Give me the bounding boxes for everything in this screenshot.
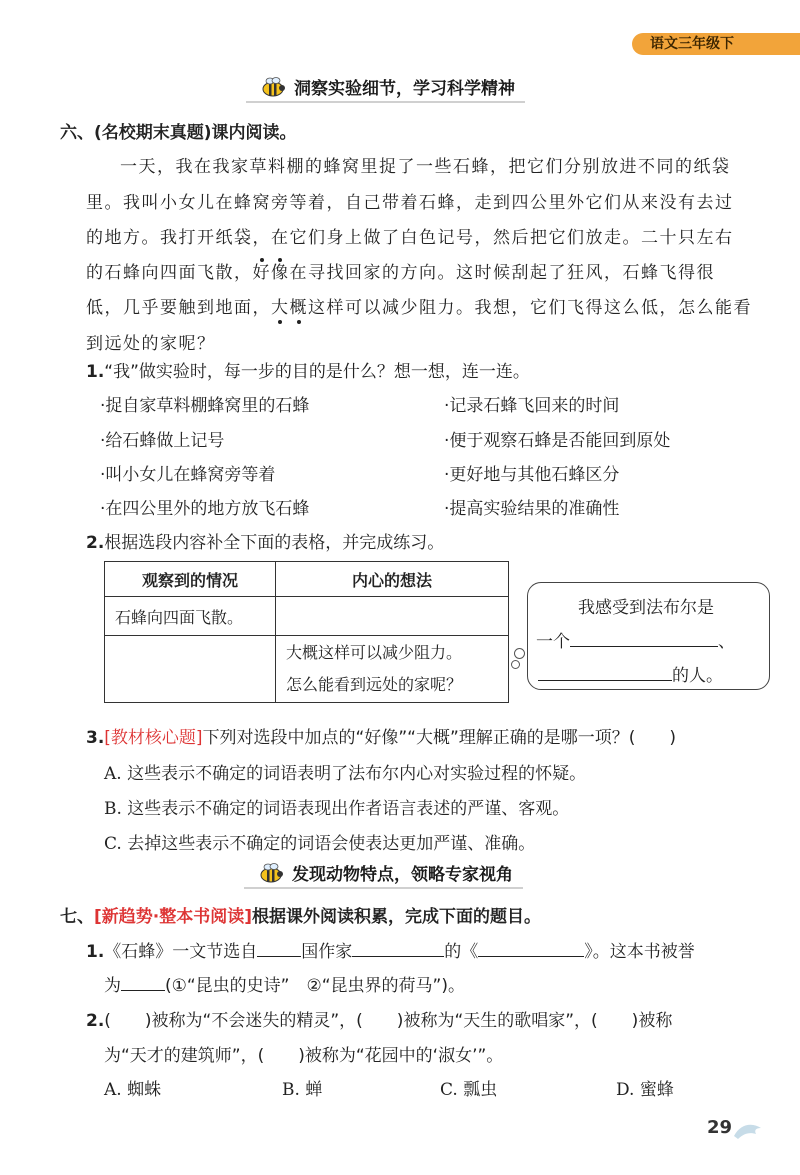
s2-q1-part-3: 的《 (444, 942, 479, 962)
dotted-char-xiang: 像 (271, 263, 290, 283)
bee-icon (258, 76, 286, 98)
passage-line-4 (86, 258, 715, 283)
section-banner-1 (258, 74, 515, 99)
table-thought-2-line-2: 怎么能看到远处的家呢？ (286, 675, 463, 694)
bubble-dot (514, 648, 525, 659)
thought-box-line-3-suffix: 的人。 (672, 666, 723, 686)
s2-q2-option-c[interactable]: C. 瓢虫 (440, 1080, 498, 1100)
page-number: 29 (707, 1117, 733, 1138)
bubble-dot (511, 660, 520, 669)
section-banner-2-text: 发现动物特点，领略专家视角 (292, 865, 513, 885)
passage-line-2: 里。我叫小女儿在蜂窝旁等着，自己带着石蜂，走到四公里外它们从来没有去过 (86, 193, 734, 213)
q1-right-item[interactable]: ·提高实验结果的准确性 (444, 499, 620, 519)
q3-number: 3. (86, 728, 105, 748)
section2-title (60, 902, 541, 927)
bee-icon (256, 862, 284, 884)
table-header-observation: 观察到的情况 (105, 562, 276, 597)
s2-q2-line-1 (86, 1006, 672, 1031)
passage-line-5 (86, 293, 752, 318)
passage-line-4-a: 的石蜂向四面飞散， (86, 263, 253, 283)
q3-option-a[interactable]: A. 这些表示不确定的词语表明了法布尔内心对实验过程的怀疑。 (104, 764, 587, 784)
table-cell-obs-2-blank[interactable] (105, 636, 276, 703)
section2-title-prefix: 七、 (60, 907, 94, 927)
q3-tag: [教材核心题] (104, 728, 203, 748)
s2-q1-part-4: 》。这本书被誉 (584, 942, 695, 962)
q1-text: “我”做实验时，每一步的目的是什么？想一想，连一连。 (104, 362, 530, 382)
s2-q2-line-1-text: ( )被称为“不会迷失的精灵”，( )被称为“天生的歌唱家”，( )被称 (104, 1011, 673, 1031)
dotted-char-da: 大 (271, 298, 290, 318)
q3-option-c[interactable]: C. 去掉这些表示不确定的词语会使表达更加严谨、准确。 (104, 834, 536, 854)
table-header-thought: 内心的想法 (276, 562, 509, 597)
thought-box-line-3 (538, 661, 723, 686)
q1-left-item[interactable]: ·叫小女儿在蜂窝旁等着 (100, 465, 276, 485)
q3-text: 下列对选段中加点的“好像”“大概”理解正确的是哪一项？( ) (202, 728, 677, 748)
s2-q1-part-1: 《石蜂》一文节选自 (104, 942, 258, 962)
passage-line-5-b: 这样可以减少阻力。我想，它们飞得这么低，怎么能看 (308, 298, 752, 318)
passage-line-6: 到远处的家呢？ (86, 334, 216, 354)
answer-blank[interactable] (570, 628, 718, 647)
q2-text: 根据选段内容补全下面的表格，并完成练习。 (104, 533, 445, 553)
q1-right-item[interactable]: ·便于观察石蜂是否能回到原处 (444, 431, 671, 451)
passage-line-3: 的地方。我打开纸袋，在它们身上做了白色记号，然后把它们放走。二十只左右 (86, 228, 734, 248)
answer-blank[interactable] (121, 972, 165, 991)
q3 (86, 723, 676, 748)
table-cell-thought-1-blank[interactable] (276, 597, 509, 636)
q2 (86, 528, 444, 553)
s2-q2-number: 2. (86, 1011, 105, 1031)
thought-box (527, 582, 770, 690)
s2-q2-option-b[interactable]: B. 蝉 (282, 1080, 323, 1100)
table-cell-obs-1: 石蜂向四面飞散。 (105, 597, 276, 636)
s2-q2-line-2: 为“天才的建筑师”，( )被称为“花园中的‘淑女’”。 (104, 1046, 504, 1066)
thought-box-line-2 (536, 627, 735, 652)
q1 (86, 357, 530, 382)
q2-number: 2. (86, 533, 105, 553)
s2-q1-line-1 (86, 937, 695, 962)
dolphin-icon (732, 1120, 764, 1142)
s2-q2-option-a[interactable]: A. 蜘蛛 (104, 1080, 162, 1100)
dotted-char-gai: 概 (289, 298, 308, 318)
q3-option-b[interactable]: B. 这些表示不确定的词语表现出作者语言表述的严谨、客观。 (104, 799, 570, 819)
section-banner-2 (256, 860, 513, 885)
grade-tab: 语文三年级下 (632, 33, 800, 55)
thought-box-line-2-suffix: 、 (718, 632, 735, 652)
q1-left-item[interactable]: ·在四公里外的地方放飞石蜂 (100, 499, 310, 519)
table-thought-2-line-1: 大概这样可以减少阻力。 (286, 643, 463, 662)
s2-q1-line-2-a: 为 (104, 976, 121, 996)
passage-line-5-a: 低，几乎要触到地面， (86, 298, 271, 318)
section1-title: 六、(名校期末真题)课内阅读。 (60, 123, 297, 143)
observation-table (104, 561, 509, 703)
thought-box-line-2-prefix: 一个 (536, 632, 570, 652)
answer-blank[interactable] (478, 938, 584, 957)
s2-q1-line-2 (104, 971, 465, 996)
q1-number: 1. (86, 362, 105, 382)
q1-left-item[interactable]: ·捉自家草料棚蜂窝里的石蜂 (100, 396, 310, 416)
answer-blank[interactable] (538, 662, 672, 681)
passage-line-4-b: 在寻找回家的方向。这时候刮起了狂风，石蜂飞得很 (289, 263, 715, 283)
q1-left-item[interactable]: ·给石蜂做上记号 (100, 431, 225, 451)
s2-q1-line-2-b: (①“昆虫的史诗” ②“昆虫界的荷马”)。 (165, 976, 465, 996)
section2-tag: [新趋势·整本书阅读] (94, 907, 252, 927)
answer-blank[interactable] (352, 938, 444, 957)
q1-right-item[interactable]: ·更好地与其他石蜂区分 (444, 465, 620, 485)
answer-blank[interactable] (257, 938, 301, 957)
table-cell-thought-2 (276, 636, 509, 703)
thought-box-line-1: 我感受到法布尔是 (578, 598, 714, 618)
passage-line-1: 一天，我在我家草料棚的蜂窝里捉了一些石蜂，把它们分别放进不同的纸袋 (120, 157, 731, 177)
q1-right-item[interactable]: ·记录石蜂飞回来的时间 (444, 396, 620, 416)
s2-q1-part-2: 国作家 (301, 942, 353, 962)
section-banner-1-text: 洞察实验细节，学习科学精神 (294, 79, 515, 99)
section2-title-suffix: 根据课外阅读积累，完成下面的题目。 (252, 907, 541, 927)
s2-q1-number: 1. (86, 942, 105, 962)
s2-q2-option-d[interactable]: D. 蜜蜂 (616, 1080, 674, 1100)
dotted-char-hao: 好 (252, 263, 271, 283)
